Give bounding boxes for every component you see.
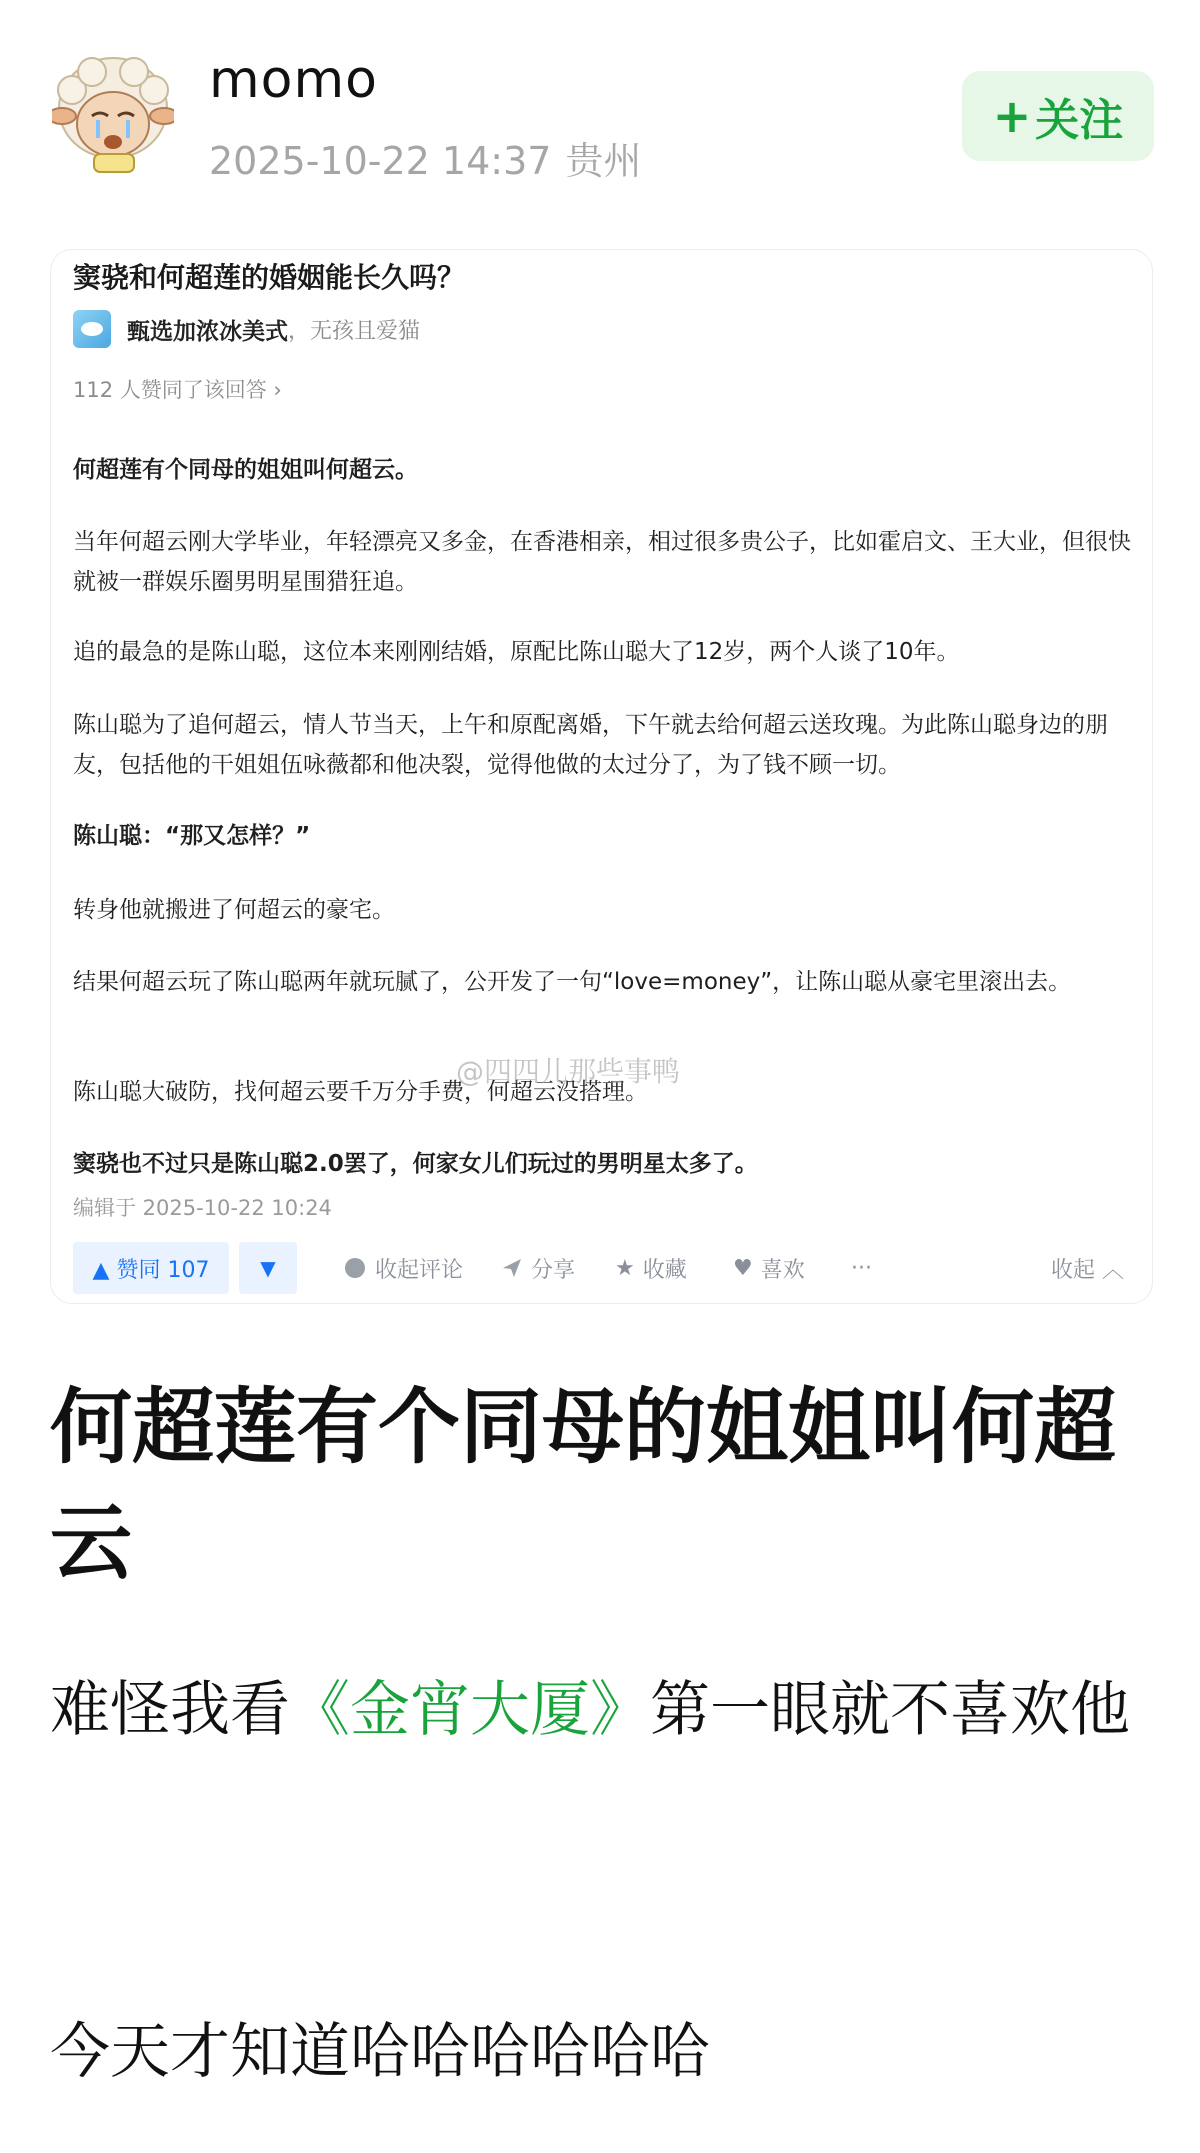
post-text-after-topic: 第一眼就不喜欢他 bbox=[650, 1675, 1130, 1745]
answer-paragraph: 转身他就搬进了何超云的豪宅。 bbox=[73, 897, 395, 923]
author-avatar bbox=[73, 310, 111, 348]
username[interactable]: momo bbox=[209, 50, 378, 110]
answer-author-row bbox=[73, 310, 420, 348]
post-headline: 何超莲有个同母的姐姐叫何超云 bbox=[50, 1380, 1117, 1591]
sheep-avatar-icon[interactable] bbox=[52, 50, 174, 178]
star-icon: ★ bbox=[615, 1255, 635, 1281]
likes-summary: 112 人赞同了该回答 › bbox=[73, 378, 282, 402]
like-label: 喜欢 bbox=[760, 1257, 805, 1283]
collect-button[interactable] bbox=[615, 1242, 687, 1294]
author-bio: ，无孩且爱猫 bbox=[288, 318, 421, 344]
author-name: 甄选加浓冰美式 bbox=[127, 318, 288, 345]
post-text-before-topic: 难怪我看 bbox=[50, 1675, 290, 1745]
share-button[interactable] bbox=[501, 1242, 575, 1294]
share-label: 分享 bbox=[531, 1257, 576, 1283]
question-title: 窦骁和何超莲的婚姻能长久吗？ bbox=[73, 261, 466, 294]
answer-paragraph: 何超莲有个同母的姐姐叫何超云。 bbox=[73, 457, 418, 483]
vote-down-button[interactable]: ▼ bbox=[239, 1242, 297, 1294]
vote-up-button[interactable]: ▲ 赞同 107 bbox=[73, 1242, 229, 1294]
follow-button[interactable] bbox=[962, 71, 1154, 161]
answer-paragraph: 追的最急的是陈山聪，这位本来刚刚结婚，原配比陈山聪大了12岁，两个人谈了10年。 bbox=[73, 639, 960, 665]
post-timestamp: 2025-10-22 14:37 bbox=[209, 139, 552, 183]
post-text-line bbox=[50, 1650, 1160, 1770]
edited-timestamp: 编辑于 2025-10-22 10:24 bbox=[73, 1196, 332, 1220]
collapse-answer-button[interactable]: 收起 ︿ bbox=[1051, 1257, 1124, 1283]
answer-action-bar bbox=[73, 1242, 1133, 1294]
post-location: 贵州 bbox=[565, 139, 642, 183]
like-button[interactable] bbox=[733, 1242, 805, 1294]
follow-label: 关注 bbox=[1035, 95, 1124, 146]
answer-paragraph: 当年何超云刚大学毕业，年轻漂亮又多金，在香港相亲，相过很多贵公子，比如霍启文、王大业，但很快就被一群娱乐圈男明星围猎狂追。 bbox=[73, 529, 1131, 595]
topic-link[interactable]: 《金宵大厦》 bbox=[290, 1675, 650, 1745]
answer-paragraph: 陈山聪大破防，找何超云要千万分手费，何超云没搭理。 bbox=[73, 1079, 648, 1105]
answer-paragraph: 陈山聪：“那又怎样？” bbox=[73, 823, 311, 849]
heart-icon: ♥ bbox=[733, 1255, 753, 1281]
plus-icon: + bbox=[992, 89, 1032, 143]
more-button[interactable]: ··· bbox=[851, 1255, 872, 1281]
answer-paragraph: 结果何超云玩了陈山聪两年就玩腻了，公开发了一句“love=money”，让陈山聪从豪宅里滚出去。 bbox=[73, 969, 1072, 995]
answer-paragraph: 陈山聪为了追何超云，情人节当天，上午和原配离婚，下午就去给何超云送玫瑰。为此陈山聪身边的朋友，包括他的干姐姐伍咏薇都和他决裂，觉得他做的太过分了，为了钱不顾一切。 bbox=[73, 712, 1108, 778]
post-text-line: 今天才知道哈哈哈哈哈哈 bbox=[50, 2017, 710, 2087]
collapse-comments-button[interactable] bbox=[345, 1242, 463, 1294]
collect-label: 收藏 bbox=[642, 1257, 687, 1283]
paper-plane-icon bbox=[501, 1257, 523, 1279]
comment-bubble-icon bbox=[345, 1258, 365, 1278]
post-meta bbox=[209, 130, 641, 185]
comment-label: 收起评论 bbox=[375, 1257, 464, 1283]
watermark: @四四儿那些事鸭 bbox=[456, 1055, 681, 1088]
embedded-answer-image[interactable] bbox=[50, 249, 1153, 1304]
answer-paragraph: 窦骁也不过只是陈山聪2.0罢了，何家女儿们玩过的男明星太多了。 bbox=[73, 1151, 758, 1177]
